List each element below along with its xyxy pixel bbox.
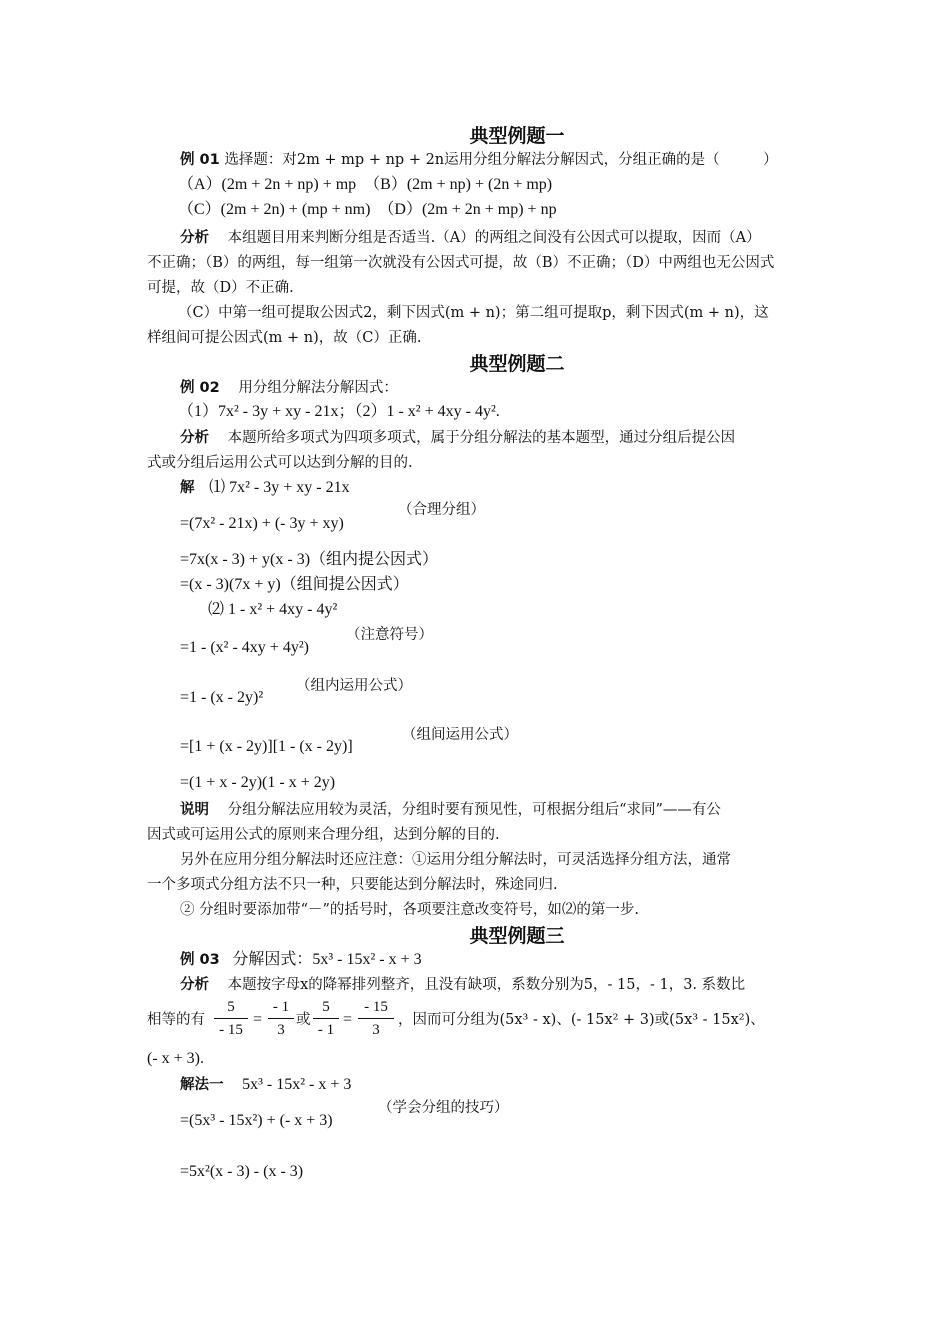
ex02-step6: =1 - (x² - 4xy + 4y²) [180, 639, 309, 656]
ex02-question-line [180, 378, 398, 398]
ex03-method1-label: 解法一 [180, 1077, 224, 1093]
ex01-analysis-text1: 本组题目用来判断分组是否适当.（A）的两组之间没有公因式可以提取，因而（A） [227, 230, 761, 246]
ex02-remark-label: 说明 [180, 802, 209, 818]
ex03-fraction-2 [268, 998, 294, 1039]
ex01-analysis-label: 分析 [180, 230, 209, 246]
fraction-1-bar [214, 1018, 248, 1019]
ex01-options-cd: （C）(2m + 2n) + (mp + nm) （D）(2m + 2n + mp) + np [178, 201, 557, 218]
ex03-analysis-line2-end: ，因而可分组为(5x³ - x)、(- 15x² + 3)或(5x³ - 15x²)、 [398, 1012, 765, 1028]
ex02-remark-line4: 一个多项式分组方法不只一种，只要能达到分解法时，殊途同归. [147, 877, 558, 893]
fraction-4-bar [358, 1018, 394, 1019]
ex01-analysis-line2: 不正确；（B）的两组，每一组第一次就没有公因式可提，故（B）不正确；（D）中两组也无公因式 [147, 255, 775, 271]
ex03-method1-line1 [180, 1075, 351, 1095]
ex03-fraction-3 [313, 998, 339, 1039]
ex03-analysis-line1 [180, 975, 745, 995]
ex02-remark-line1 [180, 800, 721, 820]
ex02-solution-line1 [180, 478, 350, 498]
ex02-step3: =7x(x - 3) + y(x - 3)（组内提公因式） [180, 551, 439, 568]
fraction-4-denominator: 3 [372, 1022, 380, 1038]
ex01-options-ab: （A）(2m + 2n + np) + mp （B）(2m + np) + (2n + mp) [178, 176, 553, 193]
ex02-step9: =(1 + x - 2y)(1 - x + 2y) [180, 774, 336, 791]
ex01-question: 选择题：对2m + mp + np + 2n运用分组分解法分解因式，分组正确的是（ ） [224, 152, 778, 168]
heading-example-1: 典型例题一 [469, 125, 565, 147]
ex02-step4: =(x - 3)(7x + y)（组间提公因式） [180, 576, 409, 593]
ex03-fraction-4 [358, 998, 394, 1039]
ex02-analysis-line1 [180, 428, 735, 448]
ex02-step8: =[1 + (x - 2y)][1 - (x - 2y)] [180, 738, 353, 755]
ex03-method1-step2: =(5x³ - 15x²) + (- x + 3) [180, 1112, 333, 1129]
fraction-3-bar [313, 1018, 339, 1019]
ex02-remark-text1: 分组分解法应用较为灵活，分组时要有预见性，可根据分组后“求同”——有公 [227, 802, 721, 818]
ex01-analysis-line5: 样组间可提公因式(m + n)，故（C）正确. [147, 330, 422, 346]
heading-example-2: 典型例题二 [469, 353, 565, 375]
ex02-remark-line2: 因式或可运用公式的原则来合理分组，达到分解的目的. [147, 827, 500, 843]
ex02-label: 例 02 [180, 380, 220, 396]
ex02-question: 用分组分解法分解因式： [238, 380, 398, 396]
ex02-analysis-text1: 本题所给多项式为四项多项式，属于分组分解法的基本题型，通过分组后提公因 [227, 430, 736, 446]
ex03-or-1: 或 [296, 1012, 311, 1028]
fraction-1-numerator: 5 [227, 999, 235, 1015]
ex02-step8-note: （组间运用公式） [402, 727, 518, 743]
fraction-2-bar [268, 1018, 294, 1019]
ex02-analysis-label: 分析 [180, 430, 209, 446]
fraction-2-denominator: 3 [277, 1022, 285, 1038]
fraction-2-numerator: - 1 [272, 999, 290, 1015]
ex02-step2-note: （合理分组） [398, 502, 485, 518]
ex03-analysis-line2-start: 相等的有 [147, 1012, 205, 1028]
ex03-analysis-line3: (- x + 3). [147, 1050, 205, 1067]
ex02-step7: =1 - (x - 2y)² [180, 689, 264, 706]
ex02-step1: ⑴ 7x² - 3y + xy - 21x [209, 479, 350, 496]
fraction-3-numerator: 5 [322, 999, 330, 1015]
ex01-label: 例 01 [180, 152, 220, 168]
ex01-analysis-line4: （C）中第一组可提取公因式2，剩下因式(m + n)；第二组可提取p，剩下因式(m + n)，这 [178, 305, 769, 321]
ex03-question: 分解因式：5x³ - 15x² - x + 3 [232, 951, 422, 968]
ex03-label: 例 03 [180, 952, 220, 968]
ex02-step5: ⑵ 1 - x² + 4xy - 4y² [208, 601, 338, 618]
ex03-method1-step3: =5x²(x - 3) - (x - 3) [180, 1163, 304, 1180]
ex03-method1-step2-note: （学会分组的技巧） [378, 1100, 509, 1116]
ex02-problems: （1）7x² - 3y + xy - 21x；（2）1 - x² + 4xy - 4y². [178, 403, 500, 420]
fraction-3-denominator: - 1 [317, 1022, 335, 1038]
ex02-solution-label: 解 [180, 480, 195, 496]
ex02-step6-note: （注意符号） [346, 627, 433, 643]
ex02-analysis-line2: 式或分组后运用公式可以达到分解的目的. [147, 455, 413, 471]
ex03-analysis-text1: 本题按字母x的降幂排列整齐，且没有缺项，系数分别为5，- 15，- 1，3. 系数比 [227, 977, 746, 993]
equals-sign-1: = [253, 1011, 263, 1028]
ex03-fraction-1 [214, 998, 248, 1039]
ex03-method1-step1: 5x³ - 15x² - x + 3 [242, 1076, 352, 1093]
ex03-question-line [180, 950, 422, 970]
ex02-remark-line3: 另外在应用分组分解法时还应注意：①运用分组分解法时，可灵活选择分组方法，通常 [180, 852, 731, 868]
fraction-1-denominator: - 15 [219, 1022, 243, 1038]
ex02-step2: =(7x² - 21x) + (- 3y + xy) [180, 515, 344, 532]
ex02-remark-line5: ② 分组时要添加带“－”的括号时，各项要注意改变符号，如⑵的第一步. [180, 902, 640, 918]
ex03-analysis-label: 分析 [180, 977, 209, 993]
ex01-analysis-line3: 可提，故（D）不正确. [147, 280, 294, 296]
ex02-step7-note: （组内运用公式） [296, 678, 412, 694]
ex01-analysis-line1 [180, 228, 761, 248]
heading-example-3: 典型例题三 [469, 925, 565, 947]
equals-sign-2: = [343, 1011, 353, 1028]
fraction-4-numerator: - 15 [364, 999, 388, 1015]
ex01-question-line [180, 150, 778, 170]
